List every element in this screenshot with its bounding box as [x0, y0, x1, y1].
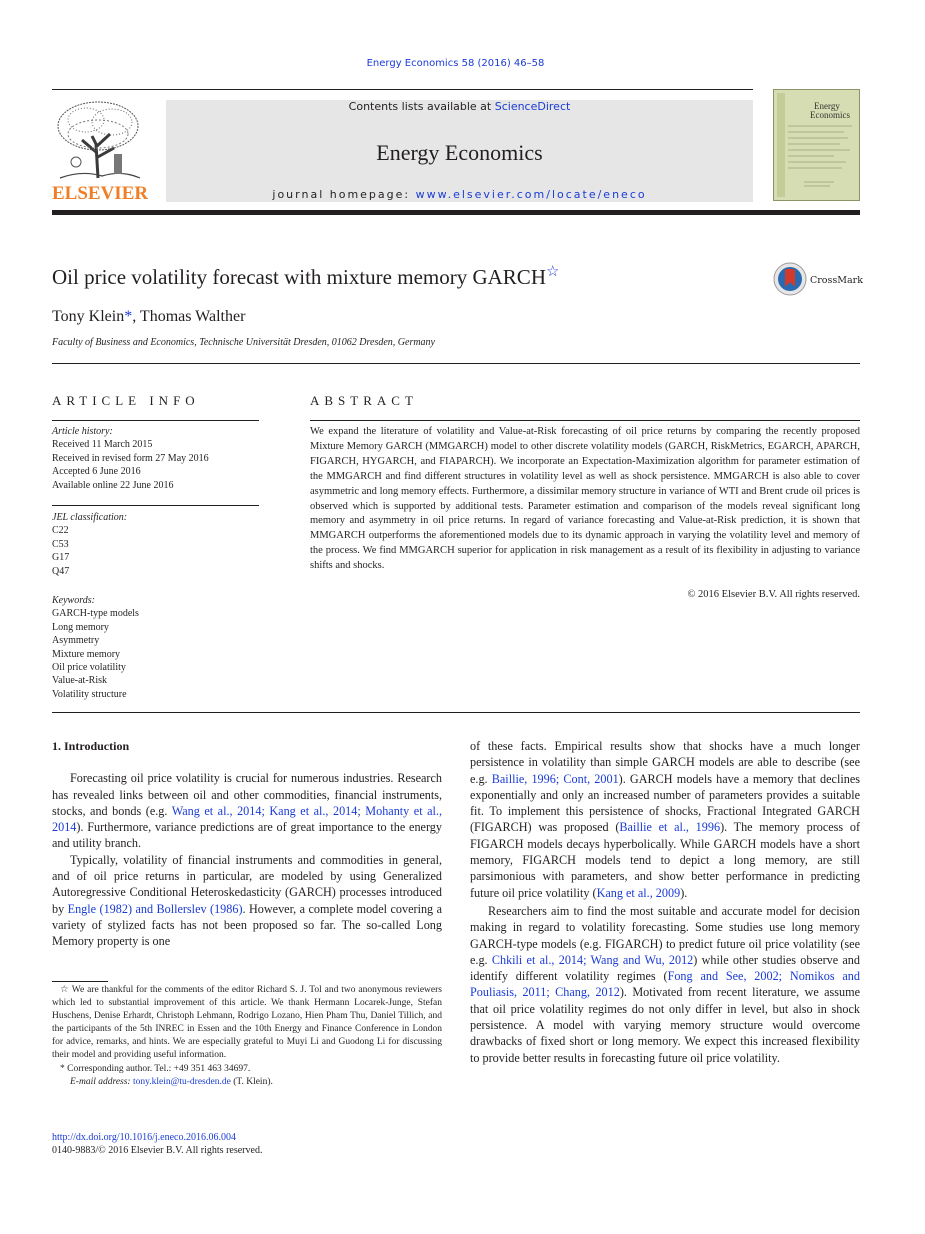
paragraph	[52, 770, 442, 851]
author-walther: Thomas Walther	[139, 308, 246, 325]
citation-link[interactable]: Baillie, 1996; Cont, 2001	[491, 771, 619, 786]
homepage-line	[166, 188, 753, 201]
footnote-text: Corresponding author. Tel.: +49 351 463 34697.	[64, 1063, 251, 1074]
history-label: Article history:	[52, 426, 113, 437]
footnote-mark: *	[60, 1063, 65, 1074]
jel-code: C22	[52, 525, 69, 537]
text-run: Researchers aim to find the most suitable and accurate model for decision making in regard to volatility forecasting. Some studies use long memory GARCH-type models (e.g. FIGARCH) to predict future oil price volatility (see e.g.	[470, 903, 860, 967]
keyword: Mixture memory	[52, 648, 121, 660]
body-left-column	[52, 738, 442, 950]
divider	[52, 712, 860, 713]
body-right-column	[470, 738, 860, 1066]
citation-link[interactable]: Engle (1982) and Bollerslev (1986)	[67, 901, 243, 916]
divider	[52, 363, 860, 364]
email-label: E-mail address:	[70, 1076, 133, 1087]
footnote-email	[52, 1076, 442, 1089]
cover-title-1: Energy	[814, 101, 840, 111]
issn-line: 0140-9883/© 2016 Elsevier B.V. All rights reserved.	[52, 1145, 263, 1157]
history-item: Available online 22 June 2016	[52, 479, 174, 491]
homepage-prefix: journal homepage:	[272, 188, 416, 201]
text-run: ). GARCH models have a memory that declines exponentially and only an increased number of parameters provides a suitable fit. To implement this persistence of shocks, Fractional Integrated GARCH (FIGARCH) was proposed (	[470, 771, 860, 835]
jel-label: JEL classification:	[52, 512, 128, 523]
elsevier-tree-icon	[52, 96, 148, 204]
text-run: of these facts. Empirical results show that shocks have a much longer persistence in volatility than simple GARCH models are able to describe (see e.g.	[470, 739, 860, 786]
keyword: Volatility structure	[52, 688, 127, 700]
article-history	[52, 425, 262, 492]
elsevier-wordmark: ELSEVIER	[52, 183, 148, 204]
jel-code: C53	[52, 538, 69, 550]
citation-link[interactable]: Baillie et al., 1996	[619, 820, 721, 835]
contents-prefix: Contents lists available at	[348, 100, 495, 113]
email-link[interactable]: tony.klein@tu-dresden.de	[132, 1076, 231, 1087]
footnote-rule	[52, 981, 108, 982]
text-run: ). The memory process of FIGARCH models decays hyperbolically. While GARCH models have a short memory, FIGARCH models tend to depict a long memory, are still parsimonious with parameters, and show better performance in predicting future oil price volatility (	[470, 820, 861, 900]
divider	[310, 420, 860, 421]
jel-code: G17	[52, 552, 70, 564]
keyword: GARCH-type models	[52, 608, 139, 620]
article-title	[52, 262, 559, 290]
article-info-heading: ARTICLE INFO	[52, 393, 200, 408]
paragraph	[52, 852, 442, 950]
author-klein: Tony Klein	[52, 308, 125, 325]
abstract-text: We expand the literature of volatility and Value-at-Risk forecasting of oil price returns by comparing the recently proposed Mixture Memory GARCH (MMGARCH) model to other discrete volatility models (GARCH, RiskMetrics, EGARCH, APARCH, FIGARCH, HYGARCH, and FIAPARCH). We incorporate an Expectation-Maximization algorithm for parameter estimation of the MMGARCH and find different structures in volatility level as well as shock persistence. MMGARCH is also able to cover asymmetric and long memory effects. Furthermore, a dissimilar memory structure in variance of WTI and Brent crude oil prices is observed which is supported by additional tests. Parameter estimation and comparison of the models reveal significant long memory and asymmetry in oil price returns. In regard of variance forecasting and Value-at-Risk prediction, it is shown that MMGARCH outperforms the aforementioned models due to its dynamic approach in varying the volatility level and memory of the process. We find MMGARCH superior for application in risk management as a result of its flexibility in adjusting to variance shifts and shocks.	[310, 426, 860, 572]
affiliation: Faculty of Business and Economics, Technische Universität Dresden, 01062 Dresden, Germany	[52, 337, 435, 348]
cover-icon	[774, 90, 859, 200]
elsevier-logo	[52, 96, 148, 204]
corresponding-author-mark[interactable]: *	[124, 308, 133, 325]
abstract-heading: ABSTRACT	[310, 393, 418, 408]
divider	[52, 505, 259, 506]
text-run: ). Motivated from recent literature, we assume that oil price volatility regimes do not only differ in level, but also in shock persistence. A model with varying memory structure would overcome drawbacks of fixed short or long memory. We expect this increased flexibility to provide better results in forecasting future oil price volatility.	[470, 985, 861, 1065]
keyword: Asymmetry	[52, 635, 100, 647]
citation-link[interactable]: Wang et al., 2014; Kang et al., 2014; Mohanty et al., 2014	[52, 803, 442, 835]
section-heading-introduction: 1. Introduction	[52, 739, 130, 753]
text-run: ).	[680, 885, 688, 900]
doi-link[interactable]: http://dx.doi.org/10.1016/j.eneco.2016.06.004	[52, 1132, 236, 1143]
keywords	[52, 594, 262, 701]
homepage-link[interactable]: www.elsevier.com/locate/eneco	[415, 188, 647, 201]
journal-name: Energy Economics	[376, 140, 543, 165]
citation-link[interactable]: Kang et al., 2009	[596, 885, 681, 900]
cover-title-2: Economics	[810, 110, 850, 120]
citation-link[interactable]: Fong and See, 2002; Nomikos and Pouliasis, 2011; Chang, 2012	[470, 969, 860, 1000]
footnotes	[52, 984, 442, 1089]
text-run: . However, a complete model covering a variety of stylized facts has not been proposed so far. The so-called Long Memory property is one	[52, 901, 442, 949]
doi-block	[52, 1131, 262, 1158]
journal-cover-thumbnail[interactable]	[773, 89, 860, 201]
history-item: Accepted 6 June 2016	[52, 466, 141, 478]
paragraph	[470, 903, 860, 1066]
footnote-corresponding	[52, 1063, 442, 1076]
crossmark-badge[interactable]	[773, 261, 863, 297]
contents-line	[166, 100, 753, 113]
journal-reference[interactable]: Energy Economics 58 (2016) 46–58	[366, 58, 545, 69]
footnote-acknowledgement	[52, 984, 442, 1063]
keyword: Value-at-Risk	[52, 675, 107, 687]
history-item: Received in revised form 27 May 2016	[52, 452, 209, 464]
crossmark-icon	[773, 261, 863, 297]
title-text: Oil price volatility forecast with mixture memory GARCH	[52, 265, 546, 289]
text-run: Typically, volatility of financial instruments and commodities in general, and of oil price returns in particular, are modeled by using Generalized Autoregressive Conditional Heteroskedasticity (GARCH) processes introduced by	[52, 852, 442, 916]
text-run: ) while other studies observe and identify different volatility regimes (	[470, 952, 860, 984]
text-run: Forecasting oil price volatility is crucial for numerous industries. Research has revealed links between oil and other commodities, financial instruments, stocks, and bonds (e.g.	[52, 771, 442, 818]
crossmark-label: CrossMark	[810, 275, 863, 286]
sciencedirect-link[interactable]: ScienceDirect	[494, 100, 571, 113]
divider	[52, 420, 259, 421]
abstract-copyright: © 2016 Elsevier B.V. All rights reserved.	[687, 589, 860, 600]
header-divider	[52, 89, 753, 90]
citation-link[interactable]: Chkili et al., 2014; Wang and Wu, 2012	[491, 952, 694, 967]
keyword: Long memory	[52, 621, 109, 633]
history-item: Received 11 March 2015	[52, 439, 153, 451]
jel-code: Q47	[52, 565, 70, 577]
footnote-mark: ☆	[60, 985, 70, 995]
paragraph	[470, 738, 860, 901]
title-footnote-mark[interactable]: ☆	[545, 264, 560, 280]
keyword: Oil price volatility	[52, 662, 126, 674]
footnote-text: We are thankful for the comments of the editor Richard S. J. Tol and two anonymous reviewers which led to substantial improvement of this article. We thank Hermann Locarek-Junge, Stefan Huschens, Denise Erhardt, Christoph Lehmann, Rodrigo Lozano, Hien Pham Thu, Daniel Tillich, and the participants of the 5th INREC in Essen and the 10th Energy and Finance Conference in London for advice, remarks, and hints. We are especially grateful to Muyi Li and Guodong Li for discussing their model and providing useful information.	[52, 985, 442, 1061]
authors	[52, 308, 245, 326]
header-thick-rule	[52, 210, 860, 215]
jel-classification	[52, 511, 262, 578]
keywords-label: Keywords:	[52, 595, 95, 606]
author-separator: ,	[132, 308, 140, 325]
text-run: ). Furthermore, variance predictions are of great importance to the energy and utility branch.	[52, 820, 442, 851]
email-suffix: (T. Klein).	[230, 1076, 273, 1087]
